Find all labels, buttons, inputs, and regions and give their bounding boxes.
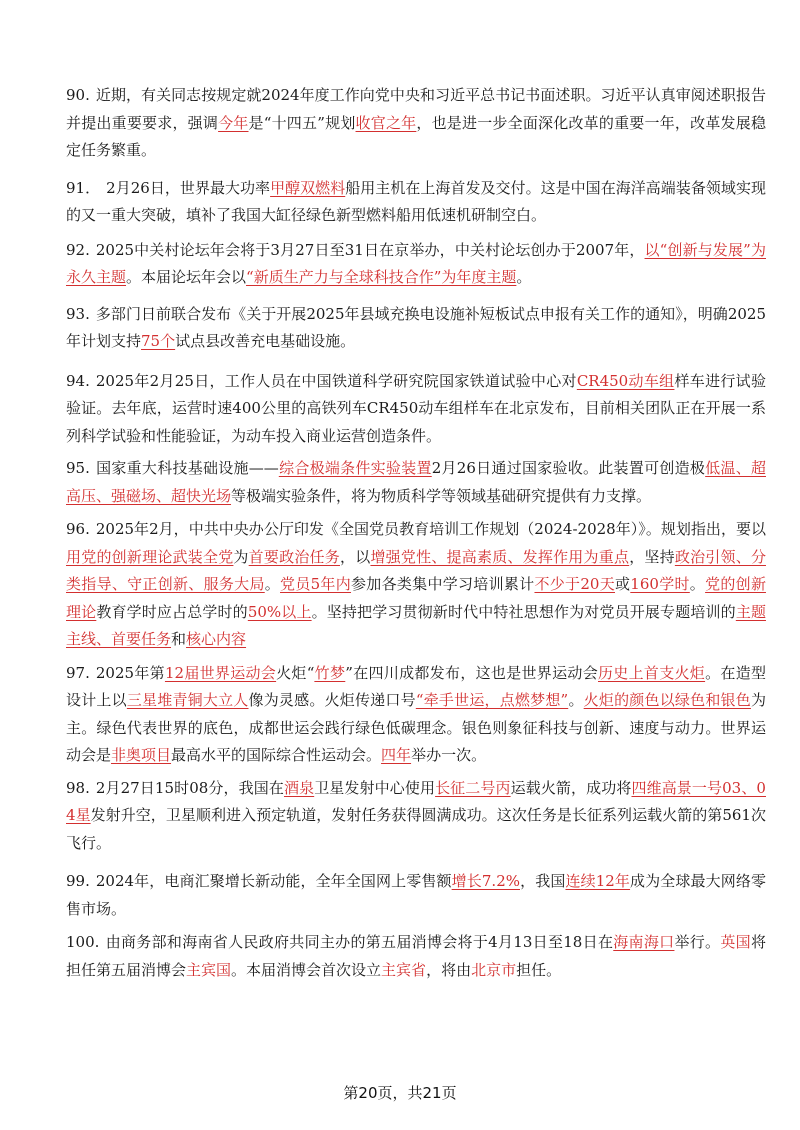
key-answer: 75个 bbox=[141, 332, 176, 350]
text: 2025年第 bbox=[95, 663, 165, 682]
text: 为 bbox=[233, 547, 249, 566]
text: 等极端实验条件，将为物质科学等领域基础研究提供有力支撑。 bbox=[231, 486, 652, 505]
question-number: 93. bbox=[66, 304, 90, 323]
text: 。 bbox=[568, 691, 584, 709]
text: 。在造型设计上以 bbox=[66, 663, 766, 709]
key-answer: 主宾省 bbox=[381, 960, 427, 979]
text: 和 bbox=[171, 630, 187, 648]
key-answer: 不少于20天 bbox=[534, 575, 615, 593]
question-94 bbox=[66, 368, 766, 451]
key-answer: 主宾国 bbox=[186, 960, 232, 979]
question-93 bbox=[66, 301, 766, 356]
key-answer: 历史上首支火炬 bbox=[598, 663, 706, 682]
question-number: 100. bbox=[66, 933, 100, 951]
text: 。本届消博会首次设立 bbox=[231, 960, 382, 979]
key-answer: 火炬的颜色以绿色和银色 bbox=[583, 691, 751, 709]
key-answer: 首要政治任务 bbox=[248, 547, 340, 566]
key-answer: 主题主线、首要任务 bbox=[66, 602, 766, 648]
text: 成为全球最大网络零售市场。 bbox=[66, 872, 766, 918]
text: 船用主机在上海首发及交付。这是中国在海洋高端装备领域实现的又一重大突破，填补了我国大缸径绿色新型燃料船用低速机研制空白。 bbox=[66, 178, 766, 224]
key-answer: 党的创新理论 bbox=[66, 575, 766, 621]
text: 或 bbox=[615, 575, 631, 593]
text: ，将由 bbox=[426, 960, 472, 979]
key-answer: 竹梦 bbox=[314, 663, 346, 682]
question-99 bbox=[66, 868, 766, 923]
key-answer: 非奥项目 bbox=[111, 746, 172, 764]
key-answer: 12届世界运动会 bbox=[164, 663, 277, 682]
question-90 bbox=[66, 82, 766, 165]
key-answer: 用党的创新理论武装全党 bbox=[66, 547, 234, 566]
question-100 bbox=[66, 929, 766, 984]
text: 发射升空，卫星顺利进入预定轨道，发射任务获得圆满成功。这次任务是长征系列运载火箭的第561次飞行。 bbox=[66, 806, 766, 852]
question-number: 99. bbox=[66, 872, 90, 890]
question-number: 96. bbox=[66, 520, 90, 538]
key-answer: 政治引领、分类指导、守正创新、服务大局 bbox=[66, 547, 766, 593]
text: 2月26日通过国家验收。此装置可创造极 bbox=[431, 459, 706, 477]
text: 将担任第五届消博会 bbox=[66, 933, 766, 979]
page-number-footer: 第20页，共21页 bbox=[343, 1084, 457, 1102]
question-95 bbox=[66, 455, 766, 510]
key-answer: 以“创新与发展”为永久主题 bbox=[66, 240, 766, 286]
key-answer: 增强党性、提高素质、发挥作用为重点 bbox=[370, 547, 630, 566]
text: 试点县改善充电基础设施。 bbox=[175, 332, 356, 350]
question-number: 92. bbox=[66, 240, 90, 259]
question-number: 94. bbox=[66, 371, 90, 390]
text: 卫星发射中心使用 bbox=[314, 778, 436, 797]
text: 火炬“ bbox=[276, 663, 315, 682]
text: 。 bbox=[516, 268, 532, 286]
question-98 bbox=[66, 775, 766, 858]
text: 2月26日，世界最大功率 bbox=[106, 178, 271, 197]
key-answer: 50%以上 bbox=[247, 602, 312, 621]
key-answer: 四年 bbox=[381, 746, 412, 764]
key-answer: 甲醇双燃料 bbox=[270, 178, 346, 197]
text: ，以 bbox=[339, 547, 371, 566]
question-number: 97. bbox=[66, 663, 90, 682]
text: 。本届论坛年会以 bbox=[126, 268, 247, 286]
question-number: 95. bbox=[66, 459, 90, 477]
text: 教育学时应占总学时的 bbox=[96, 602, 248, 621]
text: ，坚持 bbox=[629, 547, 675, 566]
key-answer: 英国 bbox=[720, 933, 751, 951]
key-answer: 连续12年 bbox=[565, 872, 631, 890]
text: 2025年2月25日，工作人员在中国铁道科学研究院国家铁道试验中心对 bbox=[95, 371, 577, 390]
text: ，我国 bbox=[520, 872, 566, 890]
text: 是“十四五”规划 bbox=[248, 113, 356, 132]
text: 由商务部和海南省人民政府共同主办的第五届消博会将于4月13日至18日在 bbox=[105, 933, 614, 951]
question-number: 91． bbox=[66, 178, 101, 197]
key-answer: “牵手世运，点燃梦想” bbox=[415, 691, 569, 709]
text: 运载火箭，成功将 bbox=[510, 778, 632, 797]
key-answer: 今年 bbox=[218, 113, 249, 132]
key-answer: 核心内容 bbox=[186, 630, 247, 648]
question-number: 98. bbox=[66, 778, 90, 797]
key-answer: 低温、超高压、强磁场、超快光场 bbox=[66, 459, 766, 505]
text: ，也是进一步全面深化改革的重要一年，改革发展稳定任务繁重。 bbox=[66, 113, 766, 159]
key-answer: 北京市 bbox=[471, 960, 517, 979]
text: 2025年2月，中共中央办公厅印发《全国党员教育培训工作规划（2024-2028年）》。规划指出，要以 bbox=[95, 520, 766, 538]
text: 近期，有关同志按规定就2024年度工作向党中央和习近平总书记书面述职。习近平认真审阅述职报告并提出重要要求，强调 bbox=[66, 86, 766, 132]
text: 像为灵感。火炬传递口号 bbox=[248, 691, 416, 709]
text: 国家重大科技基础设施—— bbox=[95, 459, 279, 477]
text: 最高水平的国际综合性运动会。 bbox=[171, 746, 382, 764]
key-answer: CR450动车组 bbox=[576, 371, 675, 390]
key-answer: 160学时 bbox=[630, 575, 690, 593]
text: 2024年，电商汇聚增长新动能，全年全国网上零售额 bbox=[95, 872, 452, 890]
key-answer: 党员5年内 bbox=[280, 575, 352, 593]
text: 担任。 bbox=[516, 960, 562, 979]
text: 参加各类集中学习培训累计 bbox=[351, 575, 535, 593]
document-body bbox=[66, 82, 766, 984]
key-answer: 酒泉 bbox=[283, 778, 315, 797]
key-answer: 收官之年 bbox=[355, 113, 417, 132]
question-91 bbox=[66, 175, 766, 230]
text: 多部门日前联合发布《关于开展2025年县域充换电设施补短板试点申报有关工作的通知》，明确2025年计划支持 bbox=[66, 304, 766, 350]
key-answer: 综合极端条件实验装置 bbox=[278, 459, 432, 477]
question-92 bbox=[66, 237, 766, 292]
key-answer: 四维高景一号03、04星 bbox=[66, 778, 766, 824]
text: 。坚持把学习贯彻新时代中特社思想作为对党员开展专题培训的 bbox=[311, 602, 736, 621]
key-answer: 长征二号丙 bbox=[435, 778, 511, 797]
key-answer: 增长7.2% bbox=[451, 872, 520, 890]
text: 2025中关村论坛年会将于3月27日至31日在京举办，中关村论坛创办于2007年， bbox=[95, 240, 645, 259]
question-96 bbox=[66, 516, 766, 654]
text: 。 bbox=[689, 575, 706, 593]
text: 为主。绿色代表世界的底色，成都世运会践行绿色低碳理念。银色则象征科技与创新、速度与动力。世界运动会是 bbox=[66, 691, 766, 764]
text: 举行。 bbox=[674, 933, 721, 951]
key-answer: 海南海口 bbox=[613, 933, 675, 951]
question-number: 90. bbox=[66, 86, 90, 104]
question-97 bbox=[66, 660, 766, 770]
text: 2月27日15时08分，我国在 bbox=[95, 778, 284, 797]
key-answer: “新质生产力与全球科技合作”为年度主题 bbox=[246, 268, 517, 286]
key-answer: 三星堆青铜大立人 bbox=[126, 691, 249, 709]
text: 样车进行试验验证。去年底，运营时速400公里的高铁列车CR450动车组样车在北京发布，目前相关团队正在开展一系列科学试验和性能验证，为动车投入商业运营创造条件。 bbox=[66, 371, 766, 445]
text: ”在四川成都发布，这也是世界运动会 bbox=[345, 663, 598, 682]
text: 。 bbox=[264, 575, 281, 593]
text: 举办一次。 bbox=[411, 746, 487, 764]
